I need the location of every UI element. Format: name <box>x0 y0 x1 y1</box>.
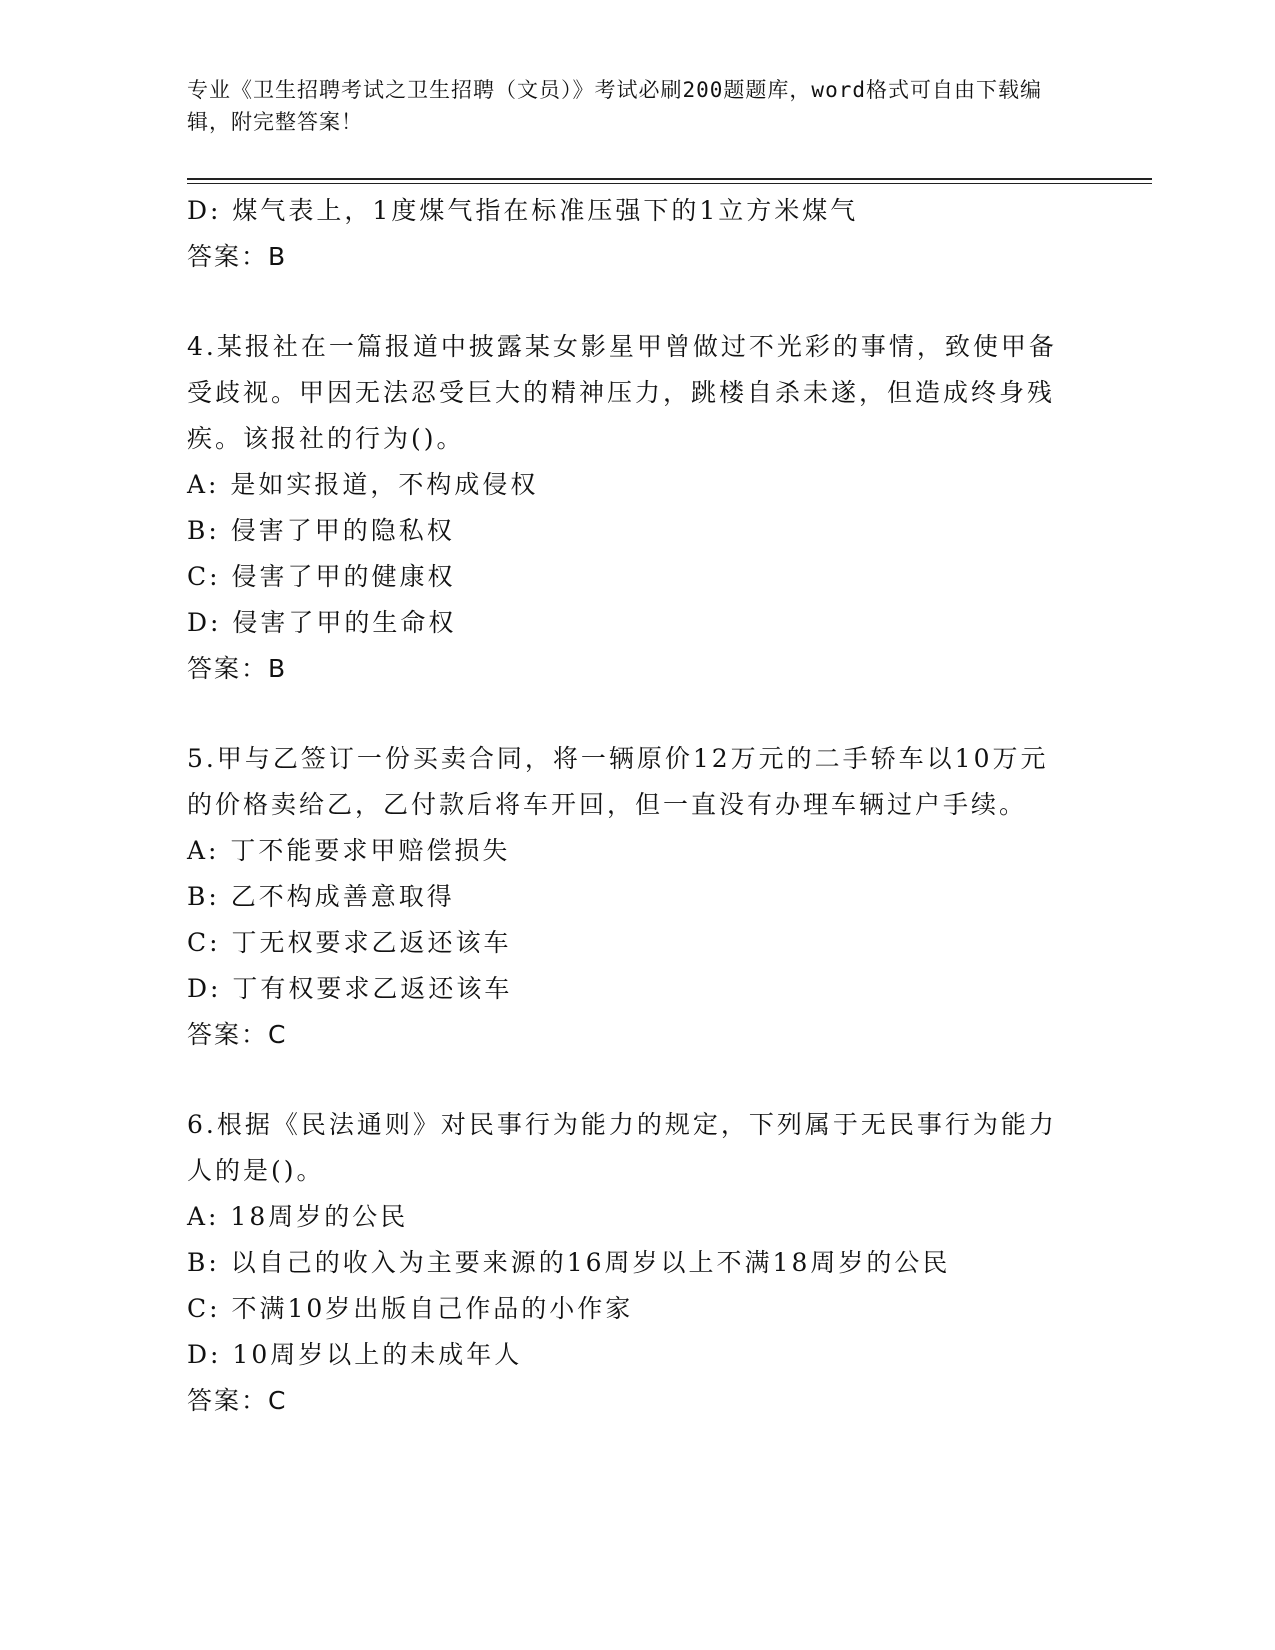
option-c: C: 丁无权要求乙返还该车 <box>187 928 512 957</box>
header-divider-thick <box>187 178 1152 180</box>
spacer <box>187 692 1067 736</box>
spacer <box>187 1058 1067 1102</box>
option-d: D: 10周岁以上的未成年人 <box>187 1340 523 1369</box>
option-a: A: 丁不能要求甲赔偿损失 <box>187 836 511 865</box>
document-header: 专业《卫生招聘考试之卫生招聘（文员）》考试必刷200题题库，word格式可自由下载编辑，附完整答案！ <box>187 78 1042 134</box>
option-d: D: 丁有权要求乙返还该车 <box>187 974 513 1003</box>
question-stem: 5.甲与乙签订一份买卖合同，将一辆原价12万元的二手轿车以10万元的价格卖给乙，乙付款后将车开回，但一直没有办理车辆过户手续。 <box>187 744 1049 819</box>
question-5 <box>187 736 1067 1058</box>
header-divider-thin <box>187 183 1152 184</box>
question-previous-tail <box>187 188 1067 280</box>
option-a: A: 18周岁的公民 <box>187 1202 409 1231</box>
question-list <box>187 188 1067 1424</box>
option-c: C: 不满10岁出版自己作品的小作家 <box>187 1294 634 1323</box>
answer-line: 答案：B <box>187 654 288 683</box>
spacer <box>187 280 1067 324</box>
option-a: A: 是如实报道，不构成侵权 <box>187 470 539 499</box>
option-b: B: 侵害了甲的隐私权 <box>187 516 455 545</box>
question-6 <box>187 1102 1067 1424</box>
answer-line: 答案：B <box>187 242 288 271</box>
question-4 <box>187 324 1067 692</box>
answer-line: 答案：C <box>187 1386 288 1415</box>
question-stem: 6.根据《民法通则》对民事行为能力的规定，下列属于无民事行为能力人的是()。 <box>187 1110 1057 1185</box>
option-d: D: 煤气表上，1度煤气指在标准压强下的1立方米煤气 <box>187 196 859 225</box>
answer-line: 答案：C <box>187 1020 288 1049</box>
option-c: C: 侵害了甲的健康权 <box>187 562 456 591</box>
option-b: B: 以自己的收入为主要来源的16周岁以上不满18周岁的公民 <box>187 1248 951 1277</box>
option-b: B: 乙不构成善意取得 <box>187 882 455 911</box>
question-stem: 4.某报社在一篇报道中披露某女影星甲曾做过不光彩的事情，致使甲备受歧视。甲因无法忍受巨大的精神压力，跳楼自杀未遂，但造成终身残疾。该报社的行为()。 <box>187 332 1057 453</box>
option-d: D: 侵害了甲的生命权 <box>187 608 457 637</box>
